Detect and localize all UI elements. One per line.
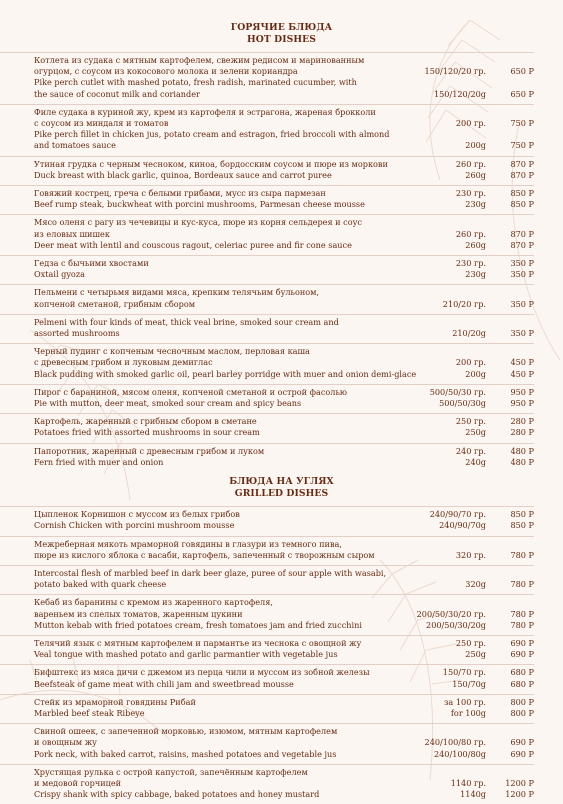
dish-weight: 210/20g [452,328,486,339]
dish-weight: 1140g [460,789,486,800]
menu-item-line [34,416,534,427]
menu-item [0,52,534,104]
menu-item-line [34,258,534,269]
dish-name: Мясо оленя с рагу из чечевицы и кус-куса, пюре из корня сельдерея и соус из еловых шишек [34,217,362,239]
dish-name: Хрустящая рулька с острой капустой, запечённым картофелем и медовой горчицей [34,766,308,788]
menu-item-line [34,55,534,77]
dish-weight: 260 гр. [455,228,486,239]
dish-name: Intercostal flesh of marbled beef in dark beer glaze, puree of sour apple with wasabi, potato baked with quark cheese [34,567,387,590]
menu-item-line [34,170,534,181]
menu-item [0,723,534,764]
menu-item-line [34,287,534,309]
menu-item-line [34,667,534,678]
menu-item-line [34,767,534,789]
dish-price: 690 Р [510,637,534,648]
dish-price: 750 Р [510,118,534,129]
dish-name: Картофель, жаренный с грибным сбором в сметане [34,416,257,427]
hot-dishes-heading [0,0,563,45]
dish-name: Pike perch cutlet with mashed potato, fresh radish, marinated cucumber, with the sauce of coconut milk and coriander [34,77,357,99]
dish-name: Кебаб из баранины с кремом из жаренного картофеля, вареньем из спелых томатов, жаренным цукини [34,597,273,619]
dish-weight: 240/90/70 гр. [429,509,486,520]
dish-weight: 210/20 гр. [442,298,486,309]
menu-item-line [34,387,534,398]
dish-weight: 150/70g [452,678,486,689]
grilled-dishes-heading [0,476,563,499]
dish-price: 870 Р [510,169,534,180]
dish-weight: 200 гр. [455,118,486,129]
menu-item-line [34,398,534,409]
dish-name: Mutton kebab with fried potatoes cream, fresh tomatoes jam and fried zucchini [34,619,362,630]
menu-item [0,255,534,284]
dish-name: Стейк из мраморной говядины Рибай [34,696,196,707]
dish-price: 850 Р [510,199,534,210]
dish-name: Котлета из судака с мятным картофелем, свежим редисом и маринованным огурцом, с соусом из кокосового молока и зелени кориандра [34,55,365,77]
dish-weight: 240/90/70g [439,520,486,531]
dish-name: Пельмени с четырьмя видами мяса, крепким телячьим бульоном, копченой сметаной, грибным сбором [34,287,320,309]
dish-weight: 150/120/20 гр. [424,66,486,77]
dish-price: 800 Р [510,696,534,707]
dish-weight: 230g [465,199,486,210]
menu-item [0,343,534,384]
menu-item-line [34,749,534,760]
menu-item-line [34,446,534,457]
menu-item [0,565,534,594]
dish-price: 950 Р [510,398,534,409]
menu-item-line [34,129,534,151]
menu-item-line [34,457,534,468]
dish-name: Межреберная мякоть мраморной говядины в глазури из темного пива, пюре из кислого яблока с васаби, картофель, запеченный с творожным сыром [34,538,375,560]
dish-name: Пирог с бараниной, мясом оленя, копченой сметаной и острой фасолью [34,386,347,397]
dish-weight: 260g [465,169,486,180]
menu-item-line [34,726,534,748]
dish-name: Pork neck, with baked carrot, raisins, mashed potatoes and vegetable jus [34,748,337,759]
dish-price: 350 Р [510,258,534,269]
dish-weight: 240/100/80g [433,748,486,759]
dish-weight: 200g [465,368,486,379]
grilled-dishes-title-en: GRILLED DISHES [234,487,329,499]
dish-name: Beefsteak of game meat with chili jam and sweetbread mousse [34,678,294,689]
dish-name: Oxtail gyoza [34,269,85,280]
dish-weight: 500/50/30 гр. [429,386,486,397]
dish-price: 780 Р [510,549,534,560]
dish-price: 850 Р [510,188,534,199]
dish-weight: 260g [465,239,486,250]
dish-weight: 150/70 гр. [442,667,486,678]
dish-name: Свиной ошеек, с запеченной морковью, изюмом, мятным картофелем и овощным жу [34,726,338,748]
menu-item-line [34,597,534,619]
dish-name: Папоротник, жаренный с древесным грибом и луком [34,445,265,456]
dish-weight: 240/100/80 гр. [424,737,486,748]
dish-weight: 230 гр. [455,258,486,269]
menu-item [0,104,534,156]
dish-weight: 230 гр. [455,188,486,199]
menu-item-line [34,317,534,339]
dish-price: 480 Р [510,456,534,467]
menu-item-line [34,346,534,368]
menu-item-line [34,509,534,520]
dish-price: 780 Р [510,619,534,630]
dish-price: 870 Р [510,228,534,239]
dish-price: 350 Р [510,269,534,280]
menu-item-line [34,539,534,561]
dish-weight: 320g [465,579,486,590]
dish-name: Marbled beef steak Ribeye [34,707,145,718]
grilled-dishes-title-ru: БЛЮДА НА УГЛЯХ [229,476,334,488]
dish-price: 870 Р [510,158,534,169]
dish-price: 650 Р [510,88,534,99]
dish-weight: 500/50/30g [439,398,486,409]
dish-price: 680 Р [510,678,534,689]
menu-item-line [34,369,534,380]
dish-name: Pie with mutton, deer meat, smoked sour cream and spicy beans [34,398,302,409]
dish-weight: 240 гр. [455,445,486,456]
menu-item-line [34,520,534,531]
menu-item [0,594,534,635]
dish-price: 690 Р [510,748,534,759]
menu-item [0,214,534,255]
menu-item-line [34,77,534,99]
menu-item-line [34,427,534,438]
menu-item-line [34,620,534,631]
dish-price: 850 Р [510,520,534,531]
dish-name: Филе судака в куриной жу, крем из картофеля и эстрагона, жареная брокколи с соусом из миндаля и томатов [34,106,376,129]
menu-item-line [34,107,534,129]
menu-item-line [34,649,534,660]
dish-price: 450 Р [510,368,534,379]
dish-name: Black pudding with smoked garlic oil, pearl barley porridge with muer and onion demi-glace [34,368,417,379]
menu-item [0,664,534,693]
menu-item [0,314,534,343]
menu-item-line [34,708,534,719]
dish-weight: 260 гр. [455,158,486,169]
hot-dishes-list [0,52,563,472]
dish-name: Deer meat with lentil and couscous ragout, celeriac puree and fir cone sauce [34,239,352,250]
menu-item-line [34,789,534,800]
dish-weight: 1140 гр. [450,777,486,788]
dish-price: 780 Р [510,608,534,619]
menu-item [0,506,534,535]
dish-name: Черный пудинг с копченым чесночным маслом, перловая каша с древесным грибом и луковым демиглас [34,346,310,368]
menu-item [0,443,534,472]
dish-price: 950 Р [510,386,534,397]
dish-price: 1200 Р [505,777,534,788]
dish-price: 350 Р [510,328,534,339]
dish-weight: 200g [465,140,486,151]
hot-dishes-title-ru: ГОРЯЧИЕ БЛЮДА [230,22,333,33]
dish-name: Телячий язык с мятным картофелем и пармантье из чеснока с овощной жу [34,637,362,648]
dish-name: Pelmeni with four kinds of meat, thick veal brine, smoked sour cream and assorted mushrooms [34,316,339,339]
dish-name: Duck breast with black garlic, quinoa, Bordeaux sauce and carrot puree [34,169,332,180]
dish-weight: 320 гр. [455,549,486,560]
dish-weight: 250 гр. [455,416,486,427]
menu-item-line [34,240,534,251]
dish-price: 350 Р [510,298,534,309]
grilled-dishes-list [0,506,563,804]
dish-price: 480 Р [510,445,534,456]
menu-item-line [34,159,534,170]
menu-item-line [34,679,534,690]
dish-name: Beef rump steak, buckwheat with porcini mushrooms, Parmesan cheese mousse [34,199,365,210]
menu-item [0,536,534,565]
dish-name: Crispy shank with spicy cabbage, baked potatoes and honey mustard [34,789,320,800]
dish-name: Бифштекс из мяса дичи с джемом из перца чили и муссом из зобной железы [34,667,370,678]
dish-price: 650 Р [510,66,534,77]
dish-name: Potatoes fried with assorted mushrooms in sour cream [34,427,260,438]
dish-name: Говяжий кострец, греча с белыми грибами, мусс из сыра пармезан [34,188,326,199]
dish-weight: 250g [465,427,486,438]
dish-price: 1200 Р [505,789,534,800]
menu-item [0,284,534,313]
menu-item [0,384,534,413]
dish-name: Гедза с бычьими хвостами [34,258,149,269]
dish-weight: за 100 гр. [444,696,486,707]
hot-dishes-title-en: HOT DISHES [247,33,316,45]
dish-price: 280 Р [510,427,534,438]
dish-weight: 200/50/30/20 гр. [416,608,486,619]
menu-item [0,185,534,214]
dish-price: 450 Р [510,357,534,368]
dish-price: 800 Р [510,707,534,718]
menu-item [0,694,534,723]
dish-price: 680 Р [510,667,534,678]
dish-price: 780 Р [510,579,534,590]
menu-item-line [34,217,534,239]
dish-price: 750 Р [510,140,534,151]
dish-price: 870 Р [510,239,534,250]
dish-price: 690 Р [510,649,534,660]
menu-item-line [34,269,534,280]
menu-item [0,413,534,442]
menu-item-line [34,568,534,590]
dish-weight: 200 гр. [455,357,486,368]
dish-weight: 250g [465,649,486,660]
dish-price: 690 Р [510,737,534,748]
dish-name: Цыпленок Корнишон с муссом из белых грибов [34,509,240,520]
dish-price: 280 Р [510,416,534,427]
dish-name: Pike perch fillet in chicken jus, potato cream and estragon, fried broccoli with almond and tomatoes sauce [34,129,390,151]
menu-item [0,764,534,804]
menu-item [0,635,534,664]
dish-weight: 200/50/30/20g [426,619,486,630]
dish-name: Утиная грудка с черным чесноком, киноа, бордосским соусом и пюре из моркови [34,158,388,169]
dish-name: Fern fried with muer and onion [34,456,164,467]
dish-price: 850 Р [510,509,534,520]
dish-name: Veal tongue with mashed potato and garlic parmantier with vegetable jus [34,649,338,660]
dish-weight: for 100g [450,707,486,718]
menu-item [0,156,534,185]
menu-item-line [34,188,534,199]
dish-name: Cornish Chicken with porcini mushroom mousse [34,520,235,531]
dish-weight: 250 гр. [455,637,486,648]
menu-item-line [34,199,534,210]
menu-item-line [34,697,534,708]
dish-weight: 230g [465,269,486,280]
dish-weight: 240g [465,456,486,467]
menu-item-line [34,638,534,649]
dish-weight: 150/120/20g [433,88,486,99]
